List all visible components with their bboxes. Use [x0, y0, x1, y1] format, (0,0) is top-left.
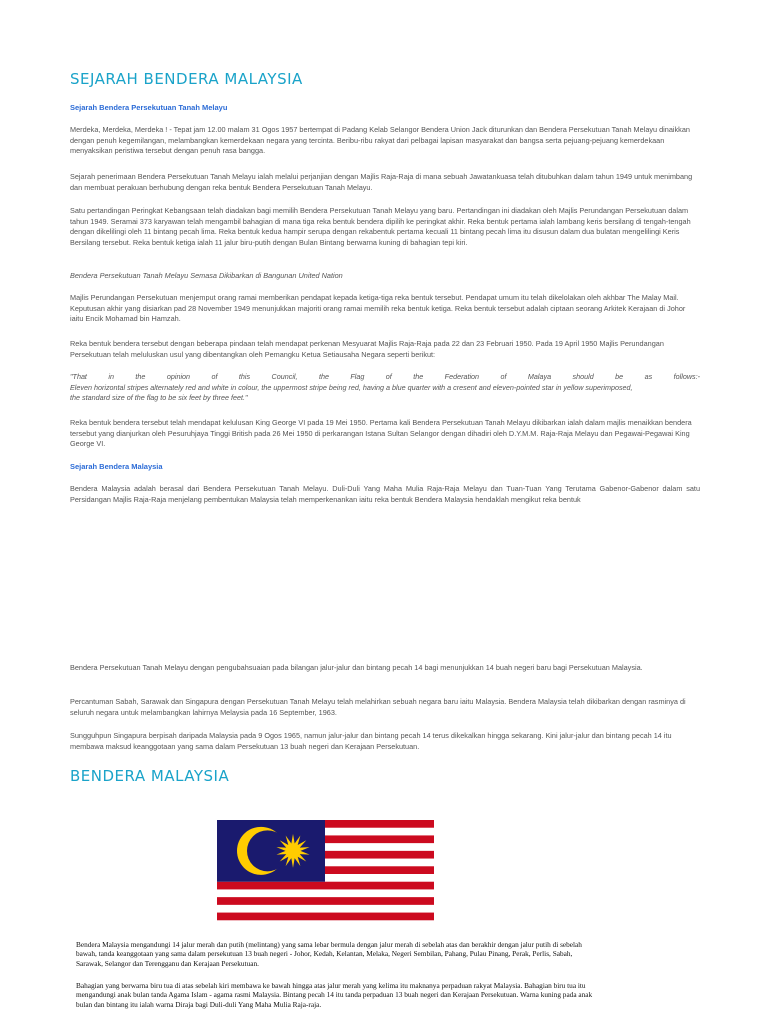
section-subtitle: Sejarah Bendera Persekutuan Tanah Melayu	[70, 103, 228, 112]
quote-block	[70, 372, 700, 404]
quote-line: "That in the opinion of this Council, the Flag of the Federation of Malaya should be as follows:-	[70, 372, 700, 381]
section-subtitle: Sejarah Bendera Malaysia	[70, 462, 163, 471]
flag-stripe	[217, 897, 434, 905]
flag-description-2	[76, 981, 596, 1009]
flag-stripe	[217, 920, 434, 928]
image-caption: Bendera Persekutuan Tanah Melayu Semasa Dikibarkan di Bangunan United Nation	[70, 271, 343, 280]
paragraph: Percantuman Sabah, Sarawak dan Singapura dengan Persekutuan Tanah Melayu telah melahirkan sebuah negara baru iaitu Malaysia. Bendera Malaysia telah dikibarkan dengan rasminya di seluruh negara untuk melambangkan lahirnya Melaysia pada 16 September, 1963.	[70, 697, 686, 717]
malaysia-flag-icon	[217, 820, 434, 928]
paragraph: Sejarah penerimaan Bendera Persekutuan Tanah Melayu ialah melalui perjanjian dengan Majlis Raja-Raja di mana sebuah Jawatankuasa telah ditubuhkan dalam tahun 1949 untuk menimbang dan membuat perakuan berhubung dengan reka bentuk Bendera Persekutuan Tanah Melayu.	[70, 172, 693, 192]
paragraph: Bendera Malaysia adalah berasal dari Bendera Persekutuan Tanah Melayu. Duli-Duli Yang Maha Mulia Raja-Raja Melayu dan Tuan-Tuan Yang Terutama Gabenor-Gabenor dalam satu Persidangan Majlis Raja-Raja menjelang pembentukan Malaysia telah memperkenankan iaitu reka bentuk Bendera Malaysia hendaklah mengikut reka bentuk	[70, 484, 700, 504]
malaysia-flag-image	[217, 820, 434, 928]
paragraph: Sungguhpun Singapura berpisah daripada Malaysia pada 9 Ogos 1965, namun jalur-jalur dan bintang pecah 14 terus dikekalkan hingga sekarang. Kini jalur-jalur dan bintang pecah 14 itu membawa maksud keanggotaan yang sama dalam Persekutuan 13 buah negeri dan Kerajaan Persekutuan.	[70, 731, 672, 751]
paragraph: Bendera Malaysia mengandungi 14 jalur merah dan putih (melintang) yang sama lebar bermula dengan jalur merah di sebelah atas dan berakhir dengan jalur putih di sebelah bawah, tanda keanggotaan yang sama dalam persekutuan 13 buah negeri - Johor, Kedah, Kelantan, Melaka, Negeri Sembilan, Pahang, Pulau Pinang, Perak, Perlis, Sabah, Sarawak, Selangor dan Terengganu dan Kerajaan Persekutuan.	[76, 940, 582, 968]
flag-stripe	[217, 882, 434, 890]
paragraph: Majlis Perundangan Persekutuan menjemput orang ramai memberikan pendapat kepada ketiga-tiga reka bentuk tersebut. Pendapat umum itu telah dikelolakan oleh akhbar The Malay Mail. Keputusan akhir yang disiarkan pad 28 November 1949 menunjukkan majoriti orang ramai memilih reka bentuk ketiga. Reka bentuk tersebut adalah ciptaan seorang Arkitek Kerajaan di Johor iaitu Encik Mohamad bin Hamzah.	[70, 293, 686, 323]
flag-stripe	[217, 905, 434, 913]
paragraph: Satu pertandingan Peringkat Kebangsaan telah diadakan bagi memilih Bendera Persekutuan Tanah Melayu yang baru. Pertandingan ini diadakan oleh Majlis Perundangan Persekutuan dalam tahun 1949. Seramai 373 karyawan telah mengambil bahagian di mana tiga reka bentuk bendera dipilih ke peringkat akhir. Reka bentuk pertama ialah lambang keris bersilang di tengah-tengah dengan dikelilingi oleh 11 bintang pecah lima. Reka bentuk kedua hampir serupa dengan rekabentuk pertama kecuali 11 bintang pecah lima itu disusun dalam dua bulatan mengelilingi Keris Bersilang tersebut. Reka bentuk ketiga ialah 11 jalur biru-putih dengan Bulan Bintang berwarna kuning di bahagian tepi kiri.	[70, 206, 691, 247]
paragraph: Bendera Persekutuan Tanah Melayu dengan pengubahsuaian pada bilangan jalur-jalur dan bintang pecah 14 bagi menunjukkan 14 buah negeri baru bagi Persekutuan Malaysia.	[70, 663, 643, 672]
paragraph: Merdeka, Merdeka, Merdeka ! - Tepat jam 12.00 malam 31 Ogos 1957 bertempat di Padang Kelab Selangor Bendera Union Jack diturunkan dan Bendera Persekutuan Tanah Melayu dinaikkan dengan penuh kegemilangan, melambangkan kemerdekaan negara yang tercinta. Beribu-ribu rakyat dari pelbagai lapisan masyarakat dan bangsa serta pejuang-pejuang kemerdekaan menyaksikan peristiwa tersebut dengan penuh rasa bangga.	[70, 125, 690, 155]
flag-crescent-cutout	[247, 830, 288, 871]
paragraph: Reka bentuk bendera tersebut telah mendapat kelulusan King George VI pada 19 Mei 1950. Pertama kali Bendera Persekutuan Tanah Melayu dikibarkan ialah dalam majlis menaikkan bendera tersebut yang dianjurkan oleh Pesuruhjaya Tinggi British pada 26 Mei 1950 di perkarangan Istana Sultan Selangor dengan dihadiri oleh D.Y.M.M. Raja-Raja Melayu dan Pegawai-Pegawai King George VI.	[70, 418, 692, 448]
quote-line: Eleven horizontal stripes alternately red and white in colour, the uppermost stripe being red, having a blue quarter with a cresent and eleven-pointed star in yellow superimposed,	[70, 382, 633, 392]
section-title: BENDERA MALAYSIA	[70, 767, 230, 785]
page-title: SEJARAH BENDERA MALAYSIA	[70, 70, 303, 88]
paragraph: Reka bentuk bendera tersebut dengan beberapa pindaan telah mendapat perkenan Mesyuarat Majlis Raja-Raja pada 22 dan 23 Februari 1950. Pada 19 April 1950 Majlis Perundangan Persekutuan telah meluluskan usul yang dibentangkan oleh Pemangku Ketua Setiausaha Negara seperti berikut:	[70, 339, 664, 359]
paragraph: Bahagian yang berwarna biru tua di atas sebelah kiri membawa ke bawah hingga atas jalur merah yang kelima itu maknanya perpaduan rakyat Malaysia. Bahagian biru tua itu mengandungi anak bulan tanda Agama Islam - agama rasmi Malaysia. Bintang pecah 14 itu tanda perpaduan 13 buah negeri dan Kerajaan Persekutuan. Warna kuning pada anak bulan dan bintang itu ialah warna Diraja bagi Duli-duli Yang Maha Mulia Raja-raja.	[76, 981, 593, 1009]
flag-stripe	[217, 913, 434, 921]
flag-description-1	[76, 940, 596, 968]
flag-stripe	[217, 889, 434, 897]
quote-line: the standard size of the flag to be six feet by three feet."	[70, 393, 248, 402]
